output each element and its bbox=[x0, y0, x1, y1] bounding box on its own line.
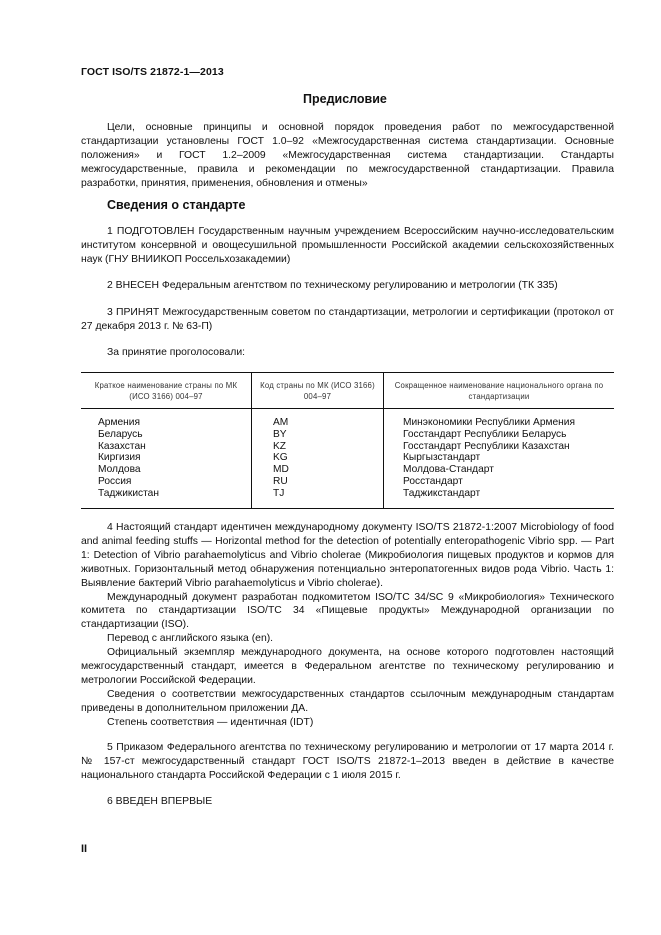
table-header-row bbox=[81, 373, 614, 409]
standards-body: Таджикстандарт bbox=[403, 487, 481, 499]
item-5-paragraph: 5 Приказом Федерального агентства по техническому регулированию и метрологии от 17 марта 2014 г. № 157-ст межгосударственный стандарт ГОСТ ISO/TS 21872-1–2013 введен в действие в качестве национального стандарта Российской Федерации с 1 июля 2015 г. bbox=[81, 742, 614, 781]
country-name: Молдова bbox=[98, 464, 141, 476]
code-column bbox=[252, 409, 384, 509]
standards-body: Минэкономики Республики Армения bbox=[403, 417, 575, 428]
running-header: ГОСТ ISO/TS 21872-1—2013 bbox=[81, 66, 224, 78]
country-name: Беларусь bbox=[98, 428, 143, 440]
standards-body: Кыргызстандарт bbox=[403, 452, 481, 464]
country-code: AM bbox=[273, 417, 289, 428]
country-code: RU bbox=[273, 475, 288, 487]
country-column bbox=[81, 409, 252, 509]
item-6-paragraph: 6 ВВЕДЕН ВПЕРВЫЕ bbox=[107, 796, 213, 807]
item-4-paragraph: 4 Настоящий стандарт идентичен международному документу ISO/TS 21872-1:2007 Microbiology of food and animal feeding stuffs — Horizontal method for the detection of potentially enteropathogenic Vibrio spp. — Part 1: Detection of Vibrio parahaemolyticus and Vibrio cholerae (Микробиология пищевых продуктов и кормов для животных. Горизонтальный метод обнаружения потенциально энтеропатогенных видов рода Vibrio. Часть 1: Выявление бактерий Vibrio parahaemolyticus и Vibrio cholerae). bbox=[81, 522, 614, 589]
country-name: Таджикистан bbox=[98, 487, 159, 499]
table-header-country: Краткое наименование страны по МК (ИСО 3166) 004–97 bbox=[81, 373, 252, 409]
voted-label: За принятие проголосовали: bbox=[107, 347, 246, 358]
standards-body: Госстандарт Республики Казахстан bbox=[403, 440, 570, 452]
country-name: Киргизия bbox=[98, 452, 141, 464]
page-number: II bbox=[81, 843, 88, 855]
country-code: BY bbox=[273, 428, 287, 440]
country-name: Армения bbox=[98, 417, 140, 428]
standards-body: Госстандарт Республики Беларусь bbox=[403, 428, 567, 440]
voting-table bbox=[81, 372, 614, 509]
item-4-block bbox=[81, 521, 614, 730]
table-header-body: Сокращенное наименование национального органа по стандартизации bbox=[384, 373, 615, 409]
section-title: Сведения о стандарте bbox=[107, 198, 246, 212]
standards-body: Молдова-Стандарт bbox=[403, 464, 494, 476]
intro-paragraph: Цели, основные принципы и основной порядок проведения работ по межгосударственной стандартизации установлены ГОСТ 1.0–92 «Межгосударственная система стандартизации. Основные положения» и ГОСТ 1.2–2009 «Межгосударственная система стандартизации. Стандарты межгосударственные, правила и рекомендации по межгосударственной стандартизации. Правила разработки, принятия, применения, обновления и отмены» bbox=[81, 122, 614, 189]
item-3-paragraph: 3 ПРИНЯТ Межгосударственным советом по стандартизации, метрологии и сертификации (протокол от 27 декабря 2013 г. № 63-П) bbox=[81, 307, 614, 332]
item-2-paragraph: 2 ВНЕСЕН Федеральным агентством по техническому регулированию и метрологии (ТК 335) bbox=[107, 280, 558, 291]
table-row bbox=[81, 409, 614, 509]
country-code: KZ bbox=[273, 440, 287, 452]
item-4-translation-paragraph: Перевод с английского языка (en). bbox=[107, 633, 274, 645]
standards-body: Росстандарт bbox=[403, 475, 463, 487]
country-code: MD bbox=[273, 464, 289, 476]
country-name: Россия bbox=[98, 475, 132, 487]
item-4-developer-paragraph: Международный документ разработан подкомитетом ISO/TC 34/SC 9 «Микробиология» Технического комитета по стандартизации ISO/TC 34 «Пищевые продукты» Международной организации по стандартизации (ISO). bbox=[81, 591, 614, 631]
item-4-degree-paragraph: Степень соответствия — идентичная (IDT) bbox=[107, 716, 314, 728]
body-column bbox=[384, 409, 615, 509]
item-4-conformity-paragraph: Сведения о соответствии межгосударственных стандартов ссылочным международным стандартам приведены в дополнительном приложении ДА. bbox=[81, 688, 614, 714]
table-header-code: Код страны по МК (ИСО 3166) 004–97 bbox=[252, 373, 384, 409]
item-4-official-copy-paragraph: Официальный экземпляр международного документа, на основе которого подготовлен настоящий межгосударственный стандарт, имеется в Федеральном агентстве по техническому регулированию и метрологии Российской Федерации. bbox=[81, 647, 614, 686]
item-1-paragraph: 1 ПОДГОТОВЛЕН Государственным научным учреждением Всероссийским научно-исследовательским институтом консервной и овощесушильной промышленности Российской академии сельскохозяйственных наук (ГНУ ВНИИКОП Россельхозакадемии) bbox=[81, 226, 614, 265]
country-code: TJ bbox=[273, 487, 285, 499]
country-code: KG bbox=[273, 452, 288, 464]
country-name: Казахстан bbox=[98, 440, 146, 452]
